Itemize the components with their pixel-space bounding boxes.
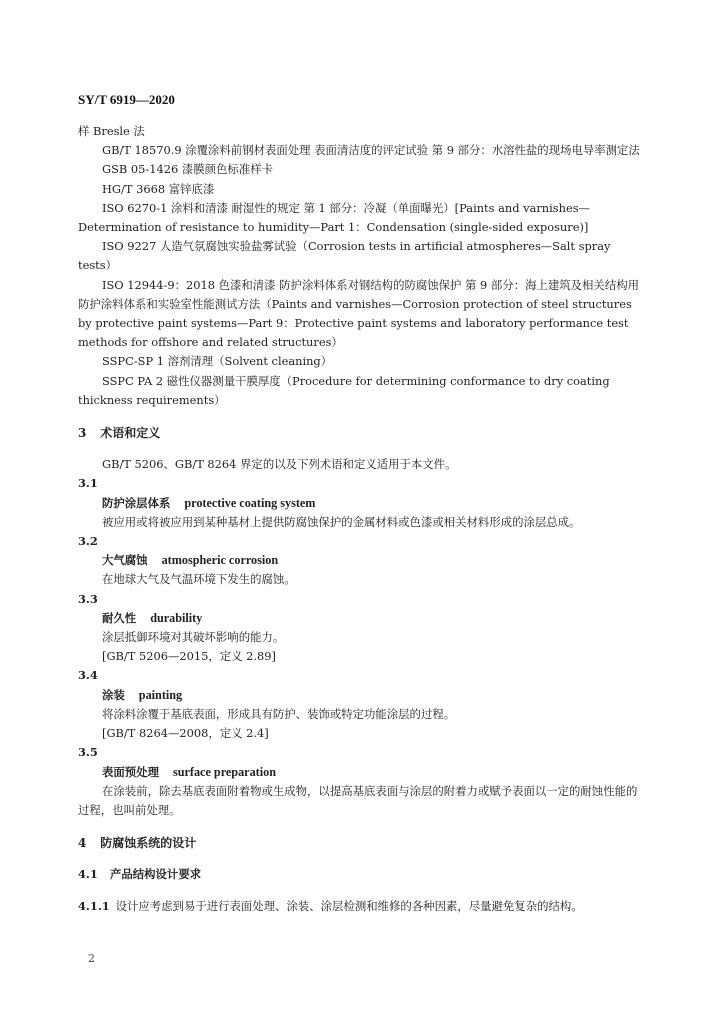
clause-number: 4.1.1 xyxy=(78,898,110,913)
term-number: 3.5 xyxy=(78,745,98,760)
term-definition: 将涂料涂覆于基底表面，形成具有防护、装饰或特定功能涂层的过程。 xyxy=(102,706,456,721)
section-3-number: 3 xyxy=(78,426,87,441)
term-en: surface preparation xyxy=(172,764,276,779)
term-source: [GB/T 8264—2008，定义 2.4] xyxy=(102,726,269,741)
term-zh: 表面预处理 xyxy=(102,764,159,779)
term-heading xyxy=(78,609,644,628)
term-en: atmospheric corrosion xyxy=(161,553,279,568)
ref-item-iso-9227: ISO 9227 人造气氛腐蚀实验盐雾试验（Corrosion tests in artificial atmospheres—Salt spray tests） xyxy=(78,239,611,273)
section-4-heading xyxy=(78,834,644,853)
term-zh: 防护涂层体系 xyxy=(102,495,171,510)
term-number: 3.3 xyxy=(78,591,98,606)
term-zh: 涂装 xyxy=(102,687,125,702)
term-en: painting xyxy=(138,687,183,702)
term-definition: 被应用或将被应用到某种基材上提供防腐蚀保护的金属材料或色漆或相关材料形成的涂层总成。 xyxy=(102,514,581,529)
term-zh: 耐久性 xyxy=(102,610,137,625)
term-en: durability xyxy=(150,610,203,625)
term-definition: 在地球大气及气温环境下发生的腐蚀。 xyxy=(102,572,296,587)
section-4-title: 防腐蚀系统的设计 xyxy=(100,836,197,851)
term-definition: 在涂装前，除去基底表面附着物或生成物，以提高基底表面与涂层的附着力或赋予表面以一定的耐蚀性能的过程，也叫前处理。 xyxy=(78,783,638,817)
ref-item-gbt-18570: GB/T 18570.9 涂覆涂料前钢材表面处理 表面清洁度的评定试验 第 9 部分：水溶性盐的现场电导率测定法 xyxy=(102,143,640,158)
term-source: [GB/T 5206—2015，定义 2.89] xyxy=(102,649,276,664)
term-number: 3.1 xyxy=(78,476,98,491)
subsection-title: 产品结构设计要求 xyxy=(109,867,202,882)
term-heading xyxy=(78,494,644,513)
subsection-4-1-heading xyxy=(78,865,644,884)
ref-item-hgt-3668: HG/T 3668 富锌底漆 xyxy=(102,181,215,196)
term-en: protective coating system xyxy=(184,495,316,510)
term-heading xyxy=(78,686,644,705)
document-code-header: SY/T 6919—2020 xyxy=(78,92,175,107)
subsection-number: 4.1 xyxy=(78,867,98,882)
ref-item-sspc-sp1: SSPC-SP 1 溶剂清理（Solvent cleaning） xyxy=(102,354,333,369)
section-3-heading xyxy=(78,424,644,443)
section-3-title: 术语和定义 xyxy=(100,426,161,441)
term-zh: 大气腐蚀 xyxy=(102,553,148,568)
term-heading xyxy=(78,551,644,570)
ref-item-bresle-continuation: 样 Bresle 法 xyxy=(78,124,145,138)
term-heading xyxy=(78,763,644,782)
section-3-intro: GB/T 5206、GB/T 8264 界定的以及下列术语和定义适用于本文件。 xyxy=(102,457,457,472)
page-number: 2 xyxy=(88,952,95,965)
term-number: 3.2 xyxy=(78,534,98,549)
ref-item-iso-6270: ISO 6270-1 涂料和清漆 耐湿性的规定 第 1 部分：冷凝（单面曝光）[Paints and varnishes—Determination of resistance to humidity—Part 1：Condensation (single-sided exposure)] xyxy=(78,200,590,235)
page-body xyxy=(78,122,644,916)
term-number: 3.4 xyxy=(78,668,98,683)
section-4-number: 4 xyxy=(78,836,87,851)
ref-item-iso-12944: ISO 12944-9：2018 色漆和清漆 防护涂料体系对钢结构的防腐蚀保护 第 9 部分：海上建筑及相关结构用防护涂料体系和实验室性能测试方法（Paints and varnishes—Corrosion protection of steel structures by protective paint systems—Part 9：Protective paint systems and laboratory performance test methods for offshore and related structures） xyxy=(78,277,639,350)
ref-item-gsb-05-1426: GSB 05-1426 漆膜颜色标准样卡 xyxy=(102,162,273,177)
term-definition: 涂层抵御环境对其破坏影响的能力。 xyxy=(102,630,285,645)
clause-text: 设计应考虑到易于进行表面处理、涂装、涂层检测和维修的各种因素，尽量避免复杂的结构。 xyxy=(115,898,583,913)
clause-4-1-1 xyxy=(78,897,644,916)
ref-item-sspc-pa2: SSPC PA 2 磁性仪器测量干膜厚度（Procedure for determining conformance to dry coating thickness requirements） xyxy=(78,373,610,407)
